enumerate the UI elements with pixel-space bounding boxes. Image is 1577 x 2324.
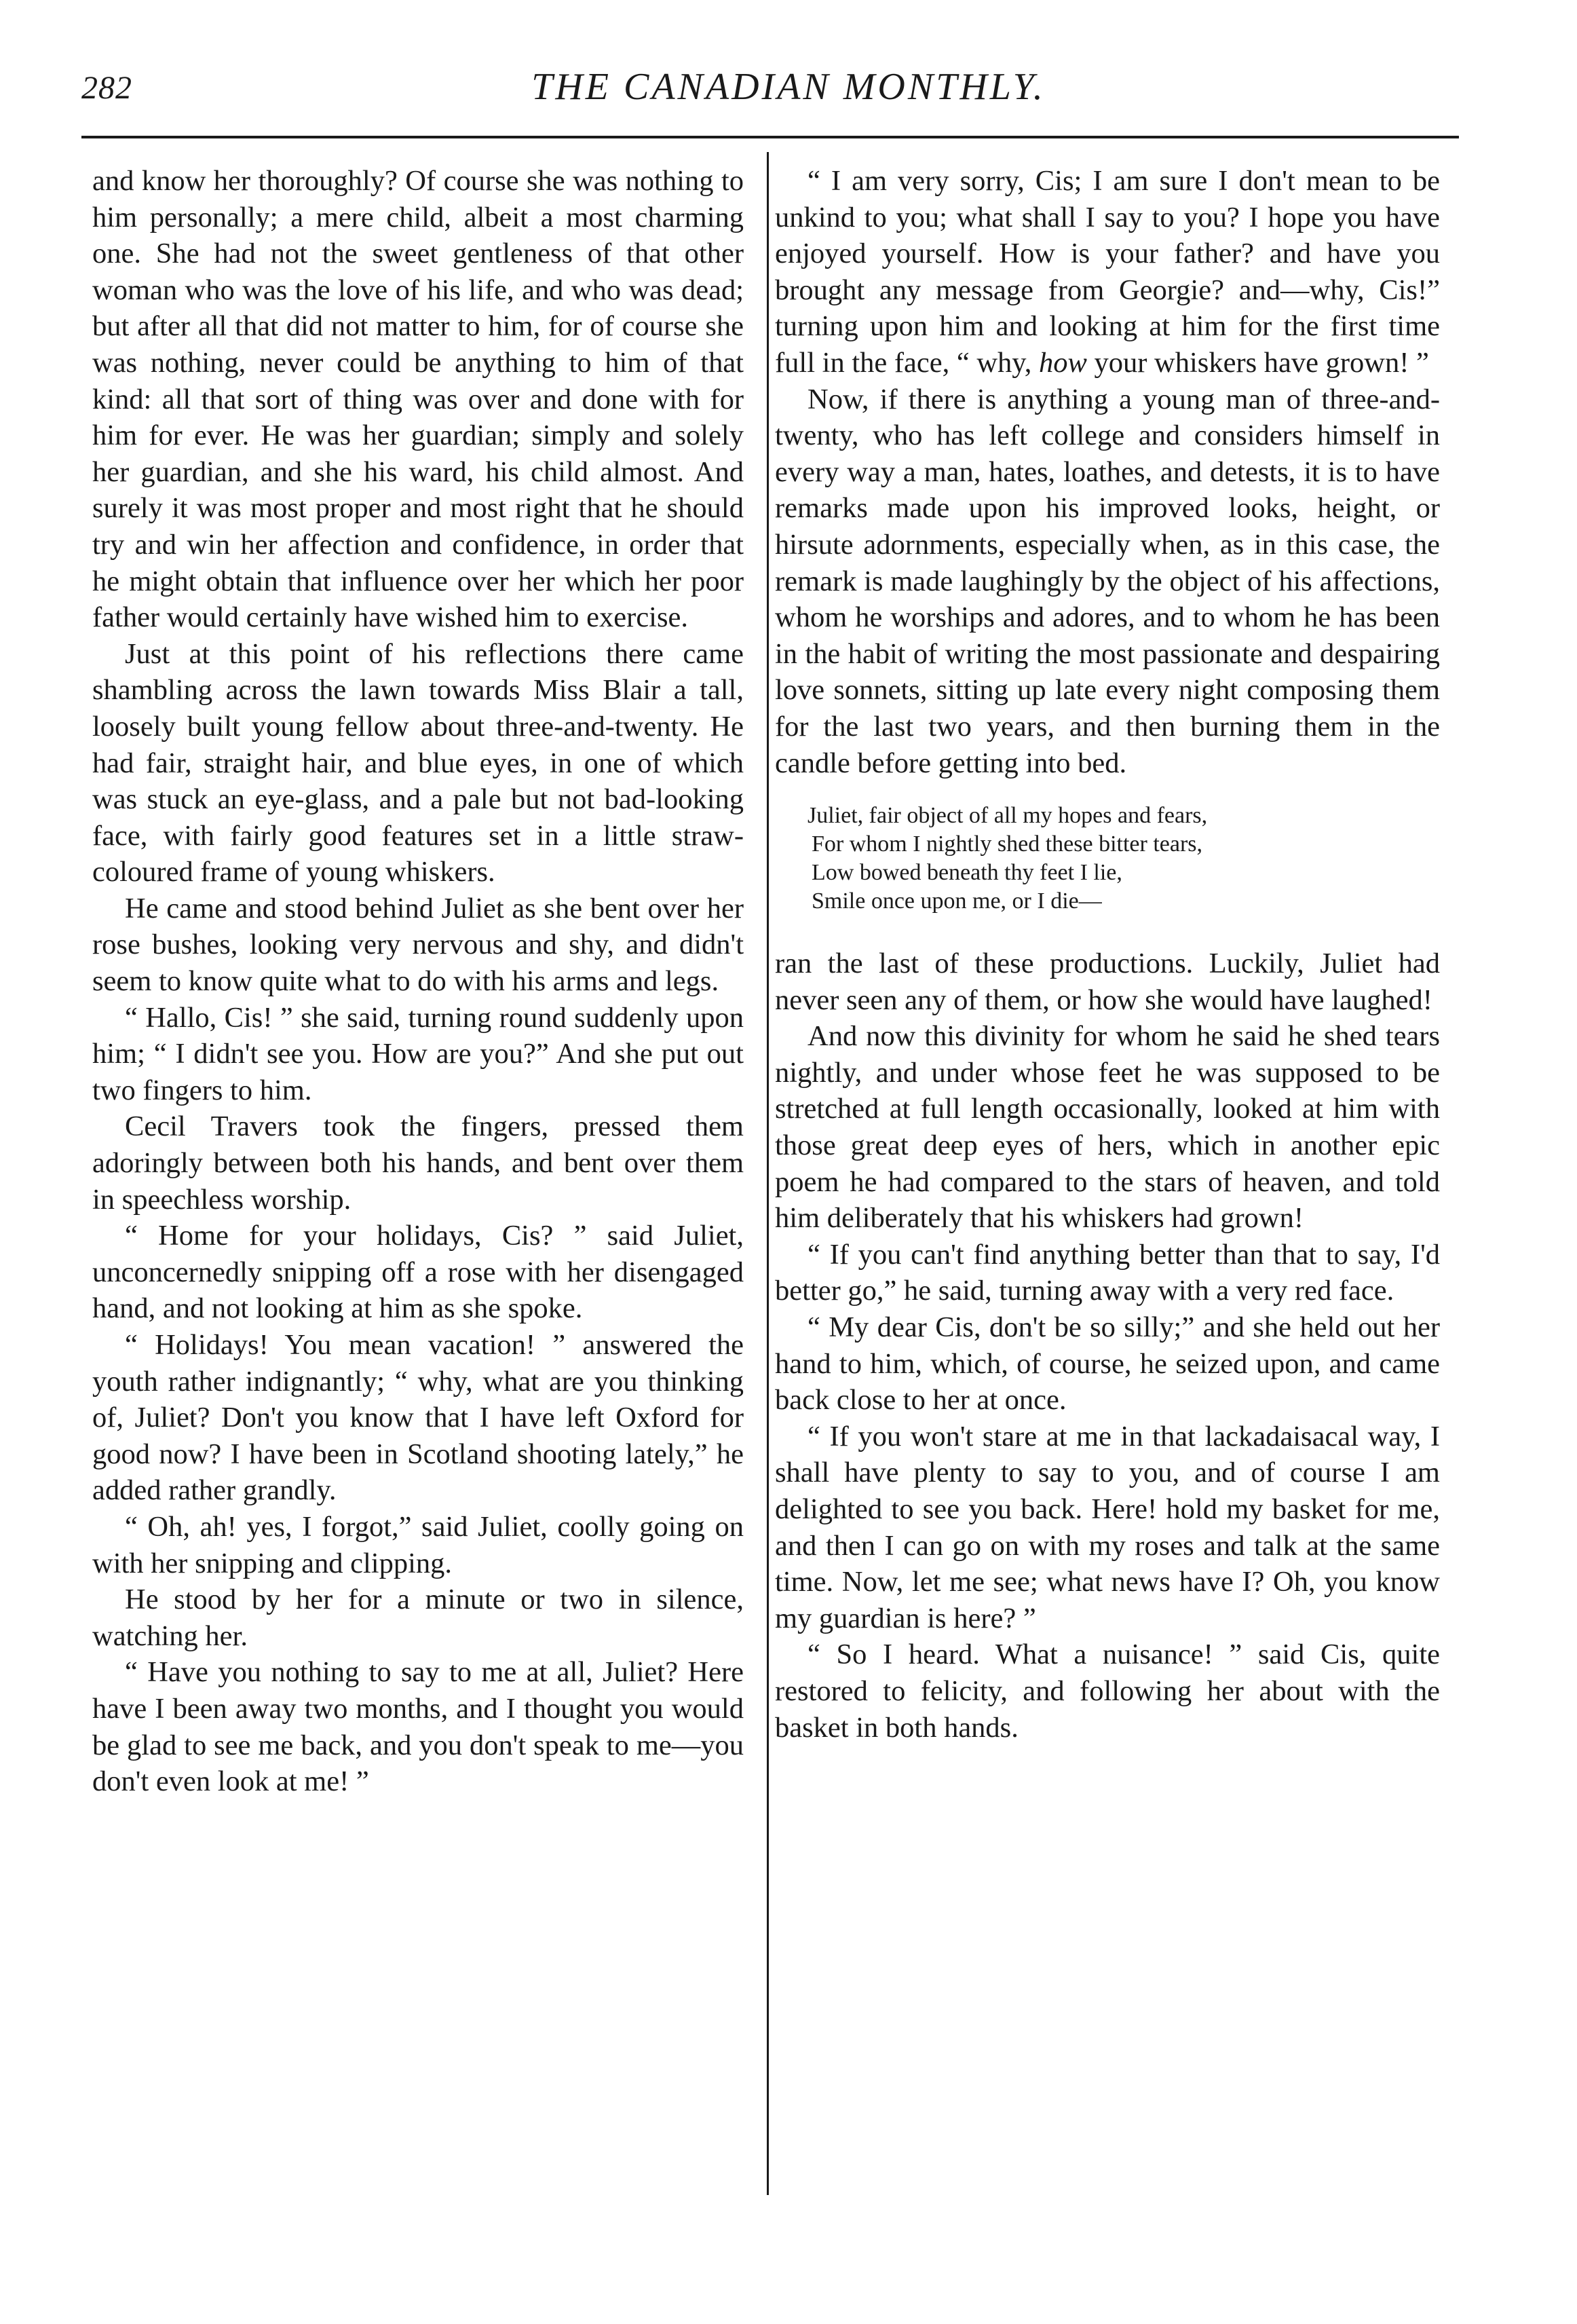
quote-suffix: your whiskers have grown! ” [1086, 346, 1429, 379]
verse-line: Juliet, fair object of all my hopes and fears, [808, 803, 1208, 829]
paragraph: “ Oh, ah! yes, I forgot,” said Juliet, coolly going on with her snipping and clipping. [92, 1510, 744, 1579]
verse-block [808, 802, 1440, 916]
paragraph: He came and stood behind Juliet as she bent over her rose bushes, looking very nervous and shy, and didn't seem to know quite what to do with his arms and legs. [92, 892, 744, 998]
paragraph: “ If you can't find anything better than that to say, I'd better go,” he said, turning away with a very red face. [775, 1238, 1440, 1307]
paragraph [775, 163, 1440, 381]
paragraph: “ Have you nothing to say to me at all, Juliet? Here have I been away two months, and I thought you would be glad to see me back, and you don't speak to me—you don't even look at me! ” [92, 1656, 744, 1798]
verse-line: Smile once upon me, or I die— [812, 888, 1102, 914]
paragraph-text: “ I am very sorry, Cis; I am sure I don't mean to be unkind to you; what shall I say to you? I hope you have enjoyed yourself. How is your father? and have you brought any message from Georgie? and—why, Cis!” turning upon him and looking at him for the first time full in the face, [775, 165, 1440, 379]
header-rule [81, 136, 1459, 138]
paragraph: And now this divinity for whom he said he shed tears nightly, and under whose feet he was supposed to be stretched at full length occasionally, looked at him with those great deep eyes of hers, which in another epic poem he had compared to the stars of heaven, and told him deliberately that his whiskers had grown! [775, 1020, 1440, 1235]
paragraph: He stood by her for a minute or two in silence, watching her. [92, 1583, 744, 1652]
paragraph: Now, if there is anything a young man of three-and-twenty, who has left college and considers himself in every way a man, hates, loathes, and detests, it is to have remarks made upon his improved looks, height, or hirsute adornments, especially when, as in this case, the remark is made laughingly by the object of his affections, whom he worships and adores, and to whom he has been in the habit of writing the most passionate and despairing love sonnets, sitting up late every night composing them for the last two years, and then burning them in the candle before getting into bed. [775, 383, 1440, 779]
paragraph: ran the last of these productions. Luckily, Juliet had never seen any of them, or how she would have laughed! [775, 948, 1440, 1016]
paragraph: “ Holidays! You mean vacation! ” answered the youth rather indignantly; “ why, what are you thinking of, Juliet? Don't you know that I have left Oxford for good now? I have been in Scotland shooting lately,” he added rather grandly. [92, 1329, 744, 1507]
verse-line: For whom I nightly shed these bitter tears, [812, 831, 1203, 857]
emphasized-word: how [1039, 346, 1087, 379]
paragraph: Just at this point of his reflections there came shambling across the lawn towards Miss Blair a tall, loosely built young fellow about three-and-twenty. He had fair, straight hair, and blue eyes, in one of which was stuck an eye-glass, and a pale but not bad-looking face, with fairly good features set in a little straw-coloured frame of young whiskers. [92, 637, 744, 888]
paragraph: Cecil Travers took the fingers, pressed them adoringly between both his hands, and bent over them in speechless worship. [92, 1110, 744, 1216]
paragraph: “ My dear Cis, don't be so silly;” and she held out her hand to him, which, of course, he seized upon, and came back close to her at once. [775, 1311, 1440, 1417]
page-number: 282 [81, 70, 132, 106]
quote-prefix: “ why, [956, 346, 1040, 379]
verse-line: Low bowed beneath thy feet I lie, [812, 860, 1122, 886]
column-divider [767, 152, 769, 2195]
running-head: THE CANADIAN MONTHLY. [531, 66, 1046, 108]
paragraph: “ If you won't stare at me in that lackadaisacal way, I shall have plenty to say to you, and of course I am delighted to see you back. Here! hold my basket for me, and then I can go on with my roses and talk at the same time. Now, let me see; what news have I? Oh, you know my guardian is here? ” [775, 1420, 1440, 1634]
paragraph: “ So I heard. What a nuisance! ” said Cis, quite restored to felicity, and following her about with the basket in both hands. [775, 1638, 1440, 1744]
paragraph: “ Hallo, Cis! ” she said, turning round suddenly upon him; “ I didn't see you. How are you?” And she put out two fingers to him. [92, 1001, 744, 1106]
right-column [775, 163, 1440, 1746]
paragraph: “ Home for your holidays, Cis? ” said Juliet, unconcernedly snipping off a rose with her disengaged hand, and not looking at him as she spoke. [92, 1220, 744, 1325]
left-column [92, 163, 744, 1800]
paragraph: and know her thoroughly? Of course she was nothing to him personally; a mere child, albeit a most charming one. She had not the sweet gentleness of that other woman who was the love of his life, and who was dead; but after all that did not matter to him, for of course she was nothing, never could be anything to him of that kind: all that sort of thing was over and done with for him for ever. He was her guardian; simply and solely her guardian, and she his ward, his child almost. And surely it was most proper and most right that he should try and win her affection and confidence, in order that he might obtain that influence over her which her poor father would certainly have wished him to exercise. [92, 165, 744, 634]
